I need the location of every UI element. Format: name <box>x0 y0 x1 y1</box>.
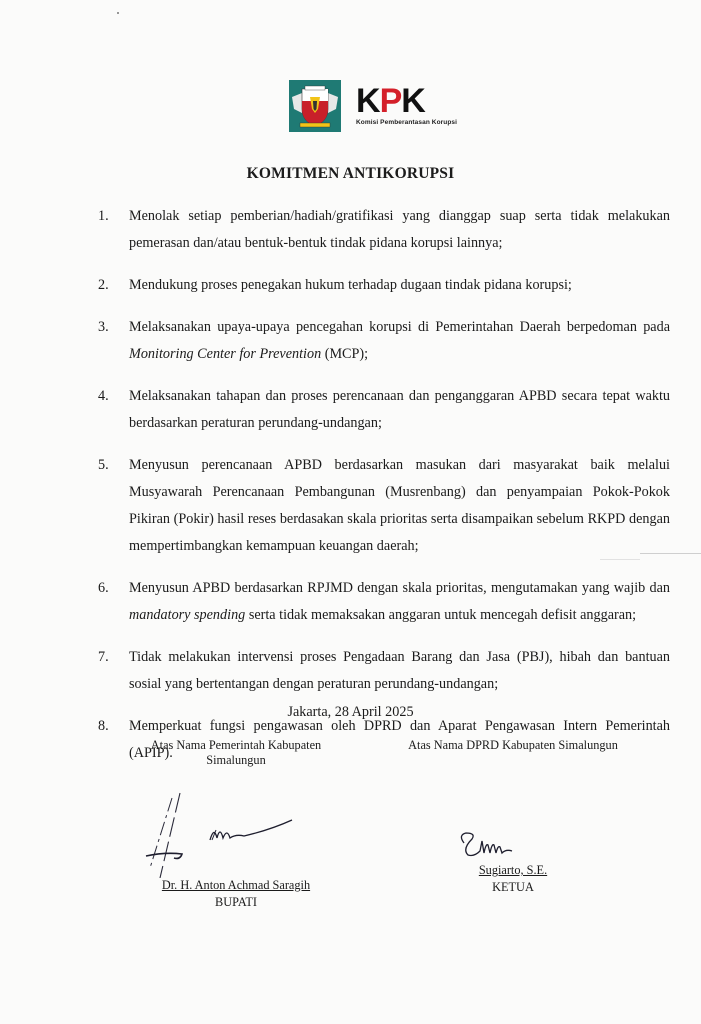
list-item <box>98 575 670 629</box>
item-number: 1. <box>98 208 109 224</box>
place-date: Jakarta, 28 April 2025 <box>287 704 414 720</box>
item-number: 6. <box>98 580 109 596</box>
kpk-subtitle: Komisi Pemberantasan Korupsi <box>356 119 458 126</box>
kabupaten-emblem-icon <box>288 79 342 133</box>
list-item <box>98 644 670 698</box>
italic-term: mandatory spending <box>129 607 246 623</box>
signer-position: BUPATI <box>215 895 257 909</box>
signature-block-left <box>120 738 352 910</box>
item-text: Menyusun perencanaan APBD berdasarkan masukan dari masyarakat baik melalui Musyawarah Perencanaan Pembangunan (Musrenbang) dan penyampaian Pokok-Pokok Pikiran (Pokir) hasil reses berdasakan skala prioritas serta disampaikan sebelum RKPD dengan mempertimbangkan kemampuan keuangan daerah; <box>129 457 670 554</box>
item-number: 7. <box>98 649 109 665</box>
item-text: Melaksanakan tahapan dan proses perencanaan dan penganggaran APBD secara tepat waktu berdasarkan peraturan perundang-undangan; <box>129 388 670 431</box>
on-behalf-label: Atas Nama Pemerintah Kabupaten Simalungun <box>150 738 322 767</box>
item-text: Memperkuat fungsi pengawasan oleh DPRD dan Aparat Pengawasan Intern Pemerintah (APIP). <box>129 718 670 761</box>
item-number: 3. <box>98 319 109 335</box>
handwritten-signature-icon <box>402 753 624 863</box>
italic-term: Monitoring Center for Prevention <box>129 346 322 362</box>
item-text: Mendukung proses penegakan hukum terhadap dugaan tindak pidana korupsi; <box>129 277 572 293</box>
item-number: 4. <box>98 388 109 404</box>
list-item <box>98 383 670 437</box>
kpk-wordmark: KPK <box>356 82 425 120</box>
item-text: Melaksanakan upaya-upaya pencegahan korupsi di Pemerintahan Daerah berpedoman pada Monitoring Center for Prevention (MCP); <box>129 319 670 362</box>
document-title: KOMITMEN ANTIKORUPSI <box>246 165 455 182</box>
kpk-logo <box>356 82 458 126</box>
item-text: Menyusun APBD berdasarkan RPJMD dengan skala prioritas, mengutamakan yang wajib dan mandatory spending serta tidak memaksakan anggaran untuk mencegah defisit anggaran; <box>129 580 670 623</box>
scan-speck <box>117 12 119 14</box>
item-text: Tidak melakukan intervensi proses Pengadaan Barang dan Jasa (PBJ), hibah dan bantuan sosial yang bertentangan dengan peraturan perundang-undangan; <box>129 649 670 692</box>
item-number: 2. <box>98 277 109 293</box>
list-item <box>98 314 670 368</box>
commitment-list <box>98 203 670 782</box>
handwritten-signature-icon <box>120 768 352 878</box>
signer-name: Sugiarto, S.E. <box>478 863 548 877</box>
scan-artifact-line <box>600 559 640 560</box>
scan-artifact-line <box>640 553 701 554</box>
list-item <box>98 452 670 560</box>
on-behalf-label: Atas Nama DPRD Kabupaten Simalungun <box>408 738 618 752</box>
signer-name: Dr. H. Anton Achmad Saragih <box>161 878 311 892</box>
list-item <box>98 203 670 257</box>
item-number: 8. <box>98 718 109 734</box>
list-item <box>98 272 670 299</box>
item-number: 5. <box>98 457 109 473</box>
item-text: Menolak setiap pemberian/hadiah/gratifikasi yang dianggap suap serta tidak melakukan pemerasan dan/atau bentuk-bentuk tindak pidana korupsi lainnya; <box>129 208 670 251</box>
signature-block-right <box>402 738 624 895</box>
header-logos <box>288 78 457 134</box>
signer-position: KETUA <box>492 880 534 894</box>
